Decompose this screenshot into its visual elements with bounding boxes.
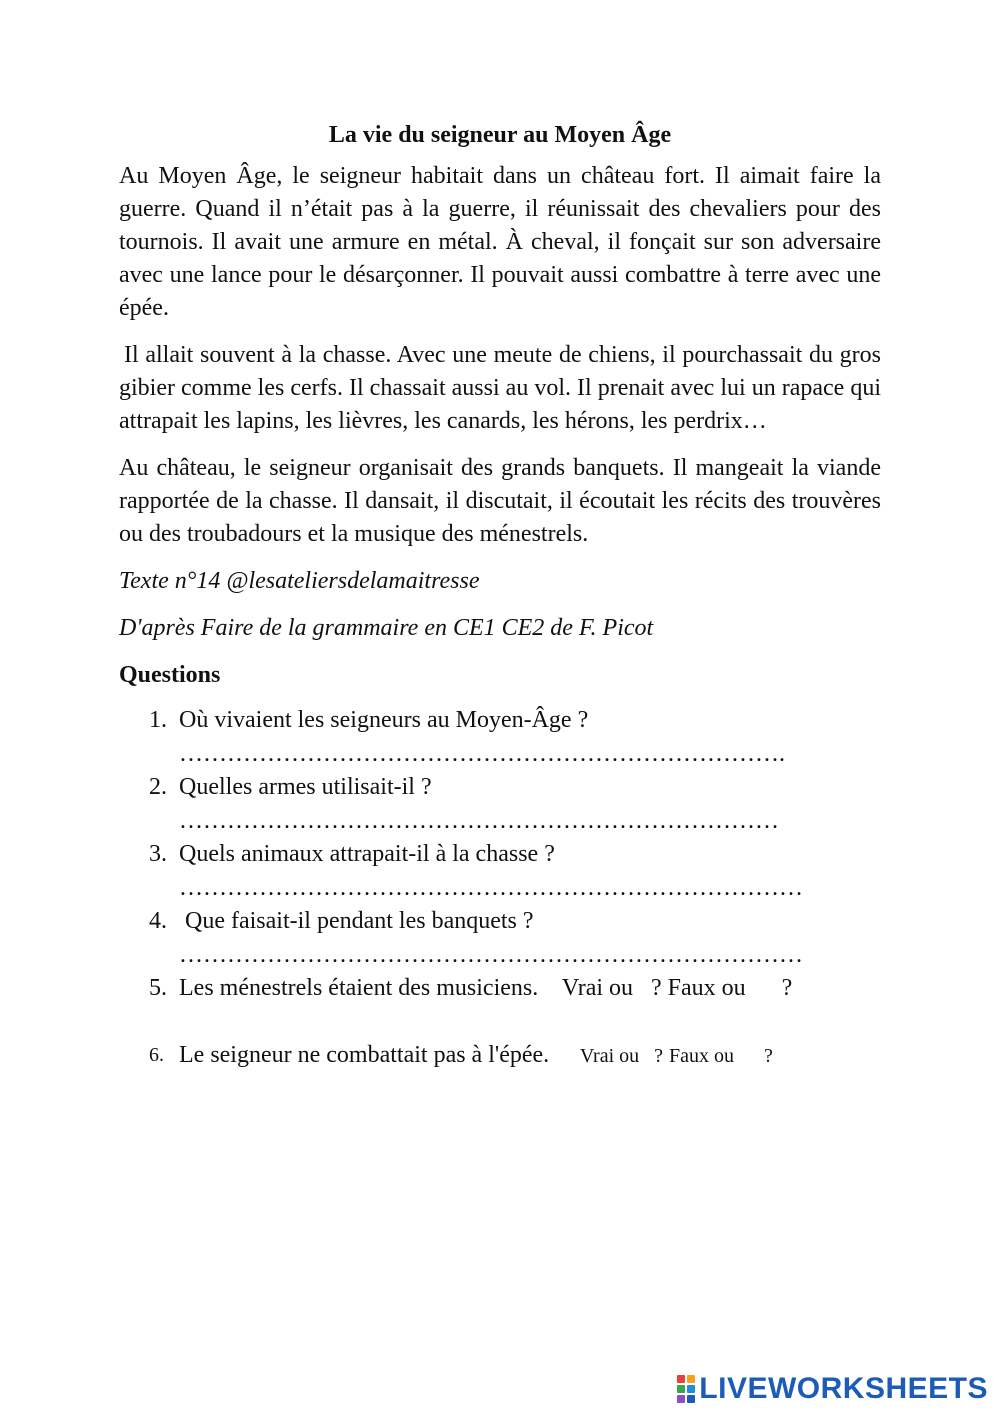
question-3 [119, 838, 881, 905]
question-text: Quelles armes utilisait-il ? [179, 774, 432, 800]
logo-square [687, 1395, 695, 1403]
answer-field[interactable]: ………………………………………………………………… [179, 808, 779, 834]
logo-text: LIVEWORKSHEETS [699, 1372, 988, 1405]
vrai-option[interactable]: Vrai ou [561, 975, 634, 1001]
question-number: 6. [149, 1044, 164, 1066]
faux-option[interactable]: Faux ou [669, 1045, 735, 1067]
vrai-blank[interactable]: ? [651, 975, 662, 1001]
liveworksheets-logo-icon [677, 1375, 695, 1403]
question-6 [119, 1039, 881, 1073]
faux-blank[interactable]: ? [781, 975, 793, 1001]
question-text: Que faisait-il pendant les banquets ? [179, 908, 534, 934]
page-title: La vie du seigneur au Moyen Âge [328, 122, 672, 148]
paragraph-1: Au Moyen Âge, le seigneur habitait dans un château fort. Il aimait faire la guerre. Quand il n’était pas à la guerre, il réunissait des chevaliers pour des tournois. Il avait une armure en métal. À cheval, il fonçait sur son adversaire avec une lance pour le désarçonner. Il pouvait aussi combattre à terre avec une épée. [119, 163, 881, 321]
vrai-blank[interactable]: ? [654, 1045, 664, 1067]
question-text: Les ménestrels étaient des musiciens. [179, 975, 539, 1001]
answer-field[interactable]: …………………………………………………………………… [179, 875, 803, 901]
source-credit: D'après Faire de la grammaire en CE1 CE2 de F. Picot [119, 615, 654, 641]
question-number: 5. [149, 975, 167, 1001]
question-number: 4. [149, 908, 167, 934]
question-text: Où vivaient les seigneurs au Moyen-Âge ? [179, 707, 589, 733]
question-number: 2. [149, 774, 167, 800]
answer-field[interactable]: …………………………………………………………………. [179, 741, 785, 767]
questions-heading: Questions [119, 662, 221, 688]
logo-square [687, 1385, 695, 1393]
question-text: Le seigneur ne combattait pas à l'épée. [179, 1042, 550, 1068]
questions-list [119, 704, 881, 1073]
worksheet-page [119, 114, 881, 1107]
faux-option[interactable]: Faux ou [667, 975, 746, 1001]
faux-blank[interactable]: ? [764, 1045, 773, 1067]
logo-square [677, 1395, 685, 1403]
answer-field[interactable]: …………………………………………………………………… [179, 942, 803, 968]
question-5 [119, 972, 881, 1005]
question-number: 1. [149, 707, 167, 733]
paragraph-3: Au château, le seigneur organisait des grands banquets. Il mangeait la viande rapportée de la chasse. Il dansait, il discutait, il écoutait les récits des trouvères ou des troubadours et la musique des ménestrels. [119, 455, 881, 547]
logo-square [677, 1375, 685, 1383]
question-4 [119, 905, 881, 972]
question-number: 3. [149, 841, 167, 867]
question-text: Quels animaux attrapait-il à la chasse ? [179, 841, 555, 867]
logo-square [687, 1375, 695, 1383]
logo-square [677, 1385, 685, 1393]
vrai-option[interactable]: Vrai ou [579, 1045, 640, 1067]
liveworksheets-logo [677, 1372, 988, 1406]
question-1 [119, 704, 881, 771]
question-2 [119, 771, 881, 838]
paragraph-2: Il allait souvent à la chasse. Avec une meute de chiens, il pourchassait du gros gibier comme les cerfs. Il chassait aussi au vol. Il prenait avec lui un rapace qui attrapait les lapins, les lièvres, les canards, les hérons, les perdrix… [119, 342, 881, 434]
text-reference: Texte n°14 @lesateliersdelamaitresse [119, 568, 480, 594]
